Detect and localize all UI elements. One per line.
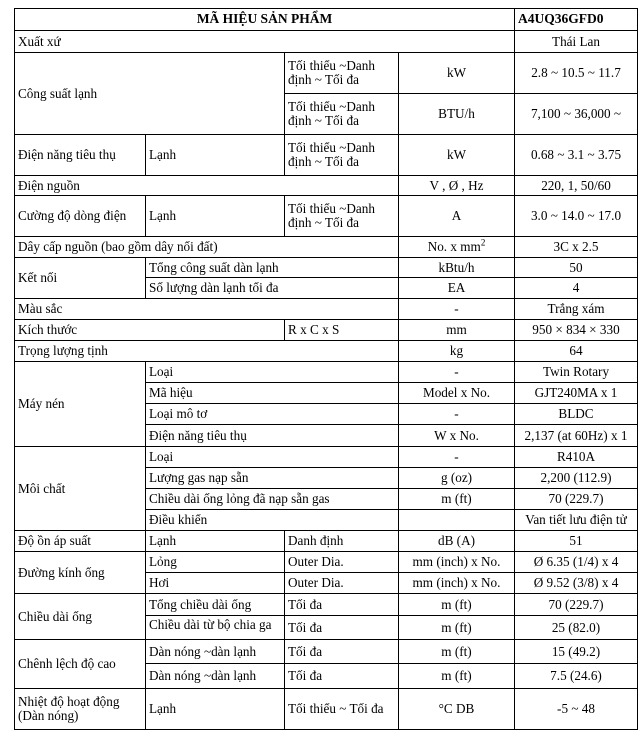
origin-label: Xuất xứ xyxy=(15,31,515,53)
operating-temp-range: Tối thiểu ~ Tối đa xyxy=(285,689,399,730)
height-diff-label: Chênh lệch độ cao xyxy=(15,640,146,689)
current-value: 3.0 ~ 14.0 ~ 17.0 xyxy=(515,196,638,237)
mode-cooling: Lạnh xyxy=(146,689,285,730)
mode-cooling: Lạnh xyxy=(146,196,285,237)
current-unit: A xyxy=(399,196,515,237)
refrigerant-type-label: Loại xyxy=(146,447,399,468)
pipe-length-total-unit: m (ft) xyxy=(399,594,515,616)
refrigerant-charge-unit: g (oz) xyxy=(399,468,515,489)
table-row xyxy=(15,176,638,196)
pipe-length-branch-unit: m (ft) xyxy=(399,616,515,640)
compressor-label: Máy nén xyxy=(15,362,146,447)
connection-label: Kết nối xyxy=(15,258,146,299)
pipe-liquid-unit: mm (inch) x No. xyxy=(399,552,515,573)
height-diff-row2-max: Tối đa xyxy=(285,664,399,689)
compressor-type-value: Twin Rotary xyxy=(515,362,638,383)
power-cable-unit xyxy=(399,237,515,258)
color-label: Màu sắc xyxy=(15,299,399,320)
color-unit: - xyxy=(399,299,515,320)
dimensions-sub: R x C x S xyxy=(285,320,399,341)
refrigerant-length-label: Chiều dài ống lỏng đã nạp sẵn gas xyxy=(146,489,399,510)
current-label: Cường độ dòng điện xyxy=(15,196,146,237)
pipe-length-total-value: 70 (229.7) xyxy=(515,594,638,616)
compressor-power-label: Điện năng tiêu thụ xyxy=(146,425,399,447)
refrigerant-length-unit: m (ft) xyxy=(399,489,515,510)
refrigerant-type-value: R410A xyxy=(515,447,638,468)
power-consumption-label: Điện năng tiêu thụ xyxy=(15,135,146,176)
weight-label: Trọng lượng tịnh xyxy=(15,341,399,362)
table-row xyxy=(15,640,638,664)
connection-count-value: 4 xyxy=(515,278,638,299)
pipe-length-branch-label xyxy=(146,616,285,640)
dimensions-value: 950 × 834 × 330 xyxy=(515,320,638,341)
operating-temp-value: -5 ~ 48 xyxy=(515,689,638,730)
range-label: Tối thiểu ~Danh định ~ Tối đa xyxy=(285,196,399,237)
pipe-length-total-label: Tổng chiều dài ống xyxy=(146,594,285,616)
dimensions-unit: mm xyxy=(399,320,515,341)
model-number: A4UQ36GFD0 xyxy=(515,9,638,31)
refrigerant-control-label: Điều khiển xyxy=(146,510,399,531)
compressor-type-unit: - xyxy=(399,362,515,383)
power-consumption-unit: kW xyxy=(399,135,515,176)
connection-count-unit: EA xyxy=(399,278,515,299)
pipe-gas-outer-dia: Outer Dia. xyxy=(285,573,399,594)
compressor-model-label: Mã hiệu xyxy=(146,383,399,404)
power-cable-unit-sup: 2 xyxy=(480,237,486,248)
refrigerant-charge-label: Lượng gas nạp sẵn xyxy=(146,468,399,489)
height-diff-row2-value: 7.5 (24.6) xyxy=(515,664,638,689)
compressor-motor-unit: - xyxy=(399,404,515,425)
pipe-gas-unit: mm (inch) x No. xyxy=(399,573,515,594)
refrigerant-control-value: Van tiết lưu điện tử xyxy=(515,510,638,531)
height-diff-row2-label: Dàn nóng ~dàn lạnh xyxy=(146,664,285,689)
mode-cooling: Lạnh xyxy=(146,135,285,176)
table-row xyxy=(15,362,638,383)
pipe-length-total-max: Tối đa xyxy=(285,594,399,616)
table-row xyxy=(15,320,638,341)
header-row xyxy=(15,9,638,31)
power-cable-unit-text: No. x mm xyxy=(427,239,481,255)
range-label: Tối thiểu ~Danh định ~ Tối đa xyxy=(285,53,399,94)
height-diff-row1-label: Dàn nóng ~dàn lạnh xyxy=(146,640,285,664)
noise-label: Độ ồn áp suất xyxy=(15,531,146,552)
table-row xyxy=(15,135,638,176)
power-supply-unit: V , Ø , Hz xyxy=(399,176,515,196)
dimensions-label: Kích thước xyxy=(15,320,285,341)
compressor-power-value: 2,137 (at 60Hz) x 1 xyxy=(515,425,638,447)
power-cable-label: Dây cấp nguồn (bao gồm dây nối đất) xyxy=(15,237,399,258)
table-row xyxy=(15,237,638,258)
cooling-capacity-unit-btu: BTU/h xyxy=(399,94,515,135)
connection-total-label: Tổng công suất dàn lạnh xyxy=(146,258,399,278)
table-row xyxy=(15,53,638,94)
weight-value: 64 xyxy=(515,341,638,362)
power-cable-value: 3C x 2.5 xyxy=(515,237,638,258)
weight-unit: kg xyxy=(399,341,515,362)
height-diff-row1-value: 15 (49.2) xyxy=(515,640,638,664)
compressor-motor-label: Loại mô tơ xyxy=(146,404,399,425)
table-row xyxy=(15,341,638,362)
table-row xyxy=(15,689,638,730)
compressor-motor-value: BLDC xyxy=(515,404,638,425)
spec-table xyxy=(14,8,638,730)
table-row xyxy=(15,196,638,237)
cooling-capacity-value-kw: 2.8 ~ 10.5 ~ 11.7 xyxy=(515,53,638,94)
operating-temp-label: Nhiệt độ hoạt động (Dàn nóng) xyxy=(15,689,146,730)
table-row xyxy=(15,594,638,616)
pipe-length-branch-max: Tối đa xyxy=(285,616,399,640)
range-label: Tối thiểu ~Danh định ~ Tối đa xyxy=(285,135,399,176)
connection-total-unit: kBtu/h xyxy=(399,258,515,278)
pipe-length-branch-text: Chiều dài từ bộ chia ga xyxy=(149,617,272,632)
table-row xyxy=(15,299,638,320)
cooling-capacity-unit-kw: kW xyxy=(399,53,515,94)
compressor-model-unit: Model x No. xyxy=(399,383,515,404)
pipe-diameter-label: Đường kính ống xyxy=(15,552,146,594)
product-code-title: MÃ HIỆU SẢN PHẨM xyxy=(15,9,515,31)
height-diff-row1-unit: m (ft) xyxy=(399,640,515,664)
compressor-power-unit: W x No. xyxy=(399,425,515,447)
cooling-capacity-label: Công suất lạnh xyxy=(15,53,285,135)
pipe-liquid-value: Ø 6.35 (1/4) x 4 xyxy=(515,552,638,573)
power-consumption-value: 0.68 ~ 3.1 ~ 3.75 xyxy=(515,135,638,176)
pipe-liquid-outer-dia: Outer Dia. xyxy=(285,552,399,573)
pipe-gas-value: Ø 9.52 (3/8) x 4 xyxy=(515,573,638,594)
cooling-capacity-value-btu: 7,100 ~ 36,000 ~ xyxy=(515,94,638,135)
table-row xyxy=(15,31,638,53)
refrigerant-label: Môi chất xyxy=(15,447,146,531)
operating-temp-unit: °C DB xyxy=(399,689,515,730)
pipe-gas-label: Hơi xyxy=(146,573,285,594)
pipe-length-label: Chiều dài ống xyxy=(15,594,146,640)
compressor-model-value: GJT240MA x 1 xyxy=(515,383,638,404)
height-diff-row2-unit: m (ft) xyxy=(399,664,515,689)
refrigerant-control-unit xyxy=(399,510,515,531)
refrigerant-type-unit: - xyxy=(399,447,515,468)
range-label: Tối thiểu ~Danh định ~ Tối đa xyxy=(285,94,399,135)
power-supply-value: 220, 1, 50/60 xyxy=(515,176,638,196)
refrigerant-charge-value: 2,200 (112.9) xyxy=(515,468,638,489)
compressor-type-label: Loại xyxy=(146,362,399,383)
connection-total-value: 50 xyxy=(515,258,638,278)
table-row xyxy=(15,258,638,278)
color-value: Trắng xám xyxy=(515,299,638,320)
noise-value: 51 xyxy=(515,531,638,552)
noise-rated: Danh định xyxy=(285,531,399,552)
connection-count-label: Số lượng dàn lạnh tối đa xyxy=(146,278,399,299)
height-diff-row1-max: Tối đa xyxy=(285,640,399,664)
noise-unit: dB (A) xyxy=(399,531,515,552)
table-row xyxy=(15,447,638,468)
pipe-length-branch-value: 25 (82.0) xyxy=(515,616,638,640)
pipe-liquid-label: Lỏng xyxy=(146,552,285,573)
table-row xyxy=(15,552,638,573)
refrigerant-length-value: 70 (229.7) xyxy=(515,489,638,510)
power-supply-label: Điện nguồn xyxy=(15,176,399,196)
mode-cooling: Lạnh xyxy=(146,531,285,552)
table-row xyxy=(15,531,638,552)
origin-value: Thái Lan xyxy=(515,31,638,53)
